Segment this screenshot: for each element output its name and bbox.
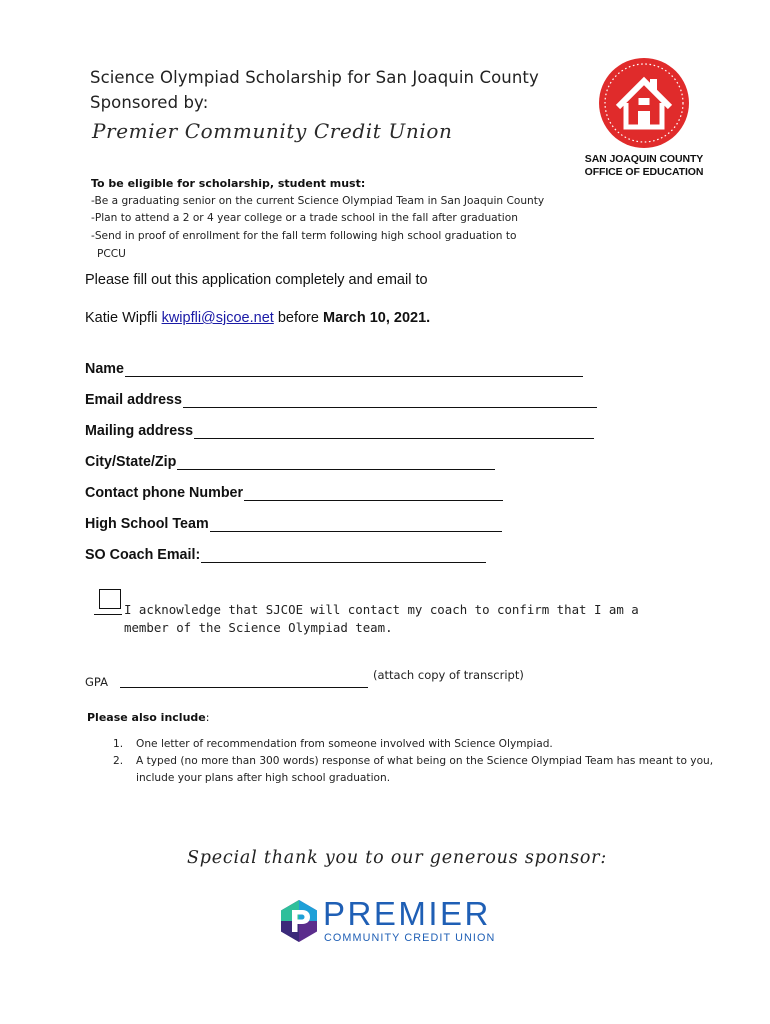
sponsor-thanks: Special thank you to our generous sponsor:: [186, 848, 608, 868]
mailing-address-field: [85, 421, 594, 439]
mailing-address-input-line[interactable]: [194, 425, 594, 439]
email-label: Email address: [85, 392, 182, 408]
phone-label: Contact phone Number: [85, 485, 244, 501]
city-state-zip-label: City/State/Zip: [85, 454, 177, 470]
name-input-line[interactable]: [125, 363, 583, 377]
coach-email-label: SO Coach Email:: [85, 547, 201, 563]
gpa-input-line[interactable]: [120, 687, 368, 688]
high-school-team-field: [85, 514, 502, 532]
sjcoe-logo-text: [570, 153, 718, 178]
city-state-zip-input-line[interactable]: [177, 456, 495, 470]
gpa-label: GPA: [85, 675, 108, 689]
name-field: [85, 359, 583, 377]
email-input-line[interactable]: [183, 394, 597, 408]
high-school-team-label: High School Team: [85, 516, 209, 532]
premier-brand-subtitle: COMMUNITY CREDIT UNION: [324, 932, 496, 944]
logo-line1: SAN JOAQUIN COUNTY: [584, 153, 704, 165]
logo-line2: OFFICE OF EDUCATION: [584, 165, 704, 178]
sponsored-by-label: Sponsored by:: [90, 93, 209, 112]
document-title: Science Olympiad Scholarship for San Joaquin County: [90, 68, 539, 87]
premier-brand-word: PREMIER: [323, 895, 491, 932]
eligibility-item: -Be a graduating senior on the current Science Olympiad Team in San Joaquin County: [91, 195, 545, 207]
list-item: One letter of recommendation from someone involved with Science Olympiad.: [136, 738, 553, 750]
instructions-text: Please fill out this application completely and email to: [85, 272, 428, 288]
also-include-heading-text: Please also include: [87, 711, 206, 724]
coach-email-input-line[interactable]: [201, 549, 486, 563]
coach-email-field: [85, 545, 486, 563]
list-item-number: 2.: [113, 755, 124, 767]
phone-input-line[interactable]: [244, 487, 503, 501]
email-field: [85, 390, 597, 408]
list-item-number: 1.: [113, 738, 124, 750]
eligibility-heading: To be eligible for scholarship, student must:: [91, 177, 366, 190]
contact-line: [85, 310, 430, 326]
contact-email-link[interactable]: kwipfli@sjcoe.net: [161, 310, 274, 326]
before-text: before: [277, 310, 319, 326]
eligibility-item: -Send in proof of enrollment for the fall term following high school graduation to: [91, 230, 517, 242]
city-state-zip-field: [85, 452, 495, 470]
sponsor-name: Premier Community Credit Union: [92, 119, 453, 143]
name-label: Name: [85, 361, 124, 377]
gpa-note: (attach copy of transcript): [373, 668, 524, 682]
deadline: March 10, 2021.: [322, 310, 431, 326]
mailing-address-label: Mailing address: [85, 423, 194, 439]
premier-logo-icon: [279, 899, 319, 943]
contact-name: Katie Wipfli: [85, 310, 158, 326]
also-include-colon: :: [205, 711, 210, 724]
checkbox-underline: [94, 614, 122, 615]
eligibility-item: -Plan to attend a 2 or 4 year college or a trade school in the fall after graduation: [91, 212, 518, 224]
list-item: A typed (no more than 300 words) response of what being on the Science Olympiad Team has meant to you, include your plans after high school graduation.: [136, 755, 714, 784]
acknowledge-checkbox[interactable]: [99, 589, 121, 609]
acknowledge-text: I acknowledge that SJCOE will contact my coach to confirm that I am a member of the Science Olympiad team.: [124, 602, 639, 635]
eligibility-item: PCCU: [97, 248, 126, 260]
phone-field: [85, 483, 503, 501]
schoolhouse-icon: [598, 57, 690, 149]
high-school-team-input-line[interactable]: [210, 518, 502, 532]
also-include-heading: [87, 711, 209, 724]
